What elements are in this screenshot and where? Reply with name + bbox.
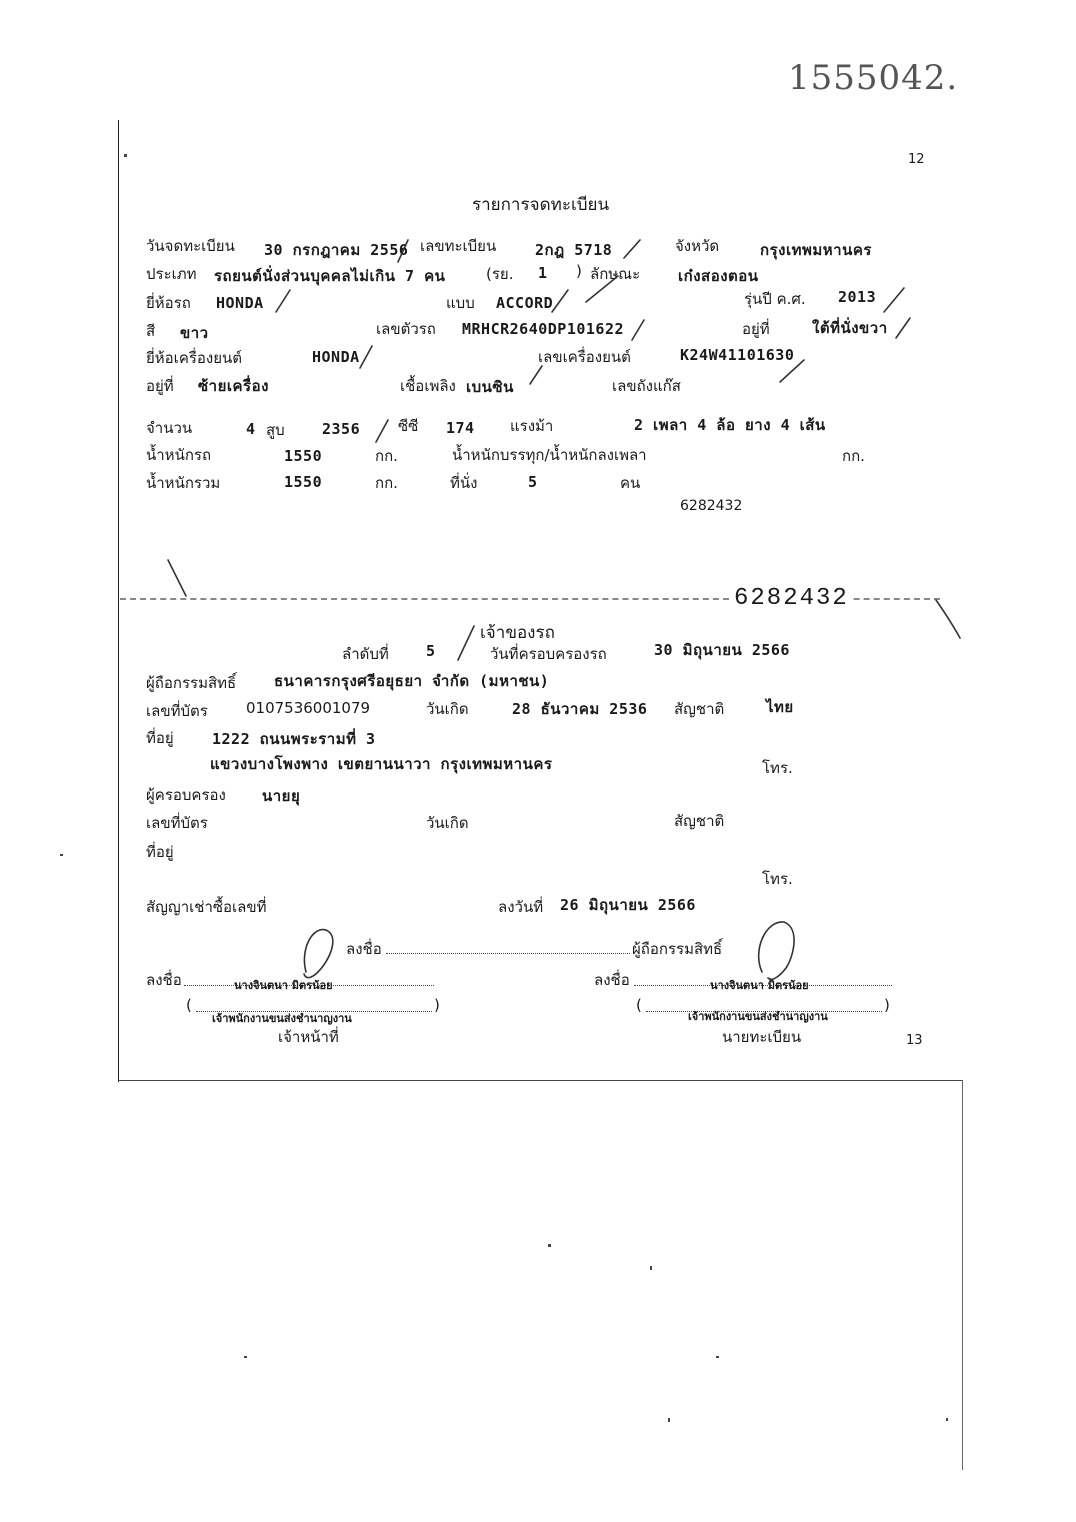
speck (668, 1418, 670, 1422)
speck (124, 154, 127, 157)
registrar-role: นายทะเบียน (722, 1028, 802, 1046)
kg-unit-2: กก. (842, 447, 865, 465)
total-weight-label: น้ำหนักรวม (146, 474, 221, 492)
holder-label: ผู้ถือกรรมสิทธิ์ (146, 674, 237, 692)
officer-signature (304, 930, 333, 978)
registrar-position: เจ้าพนักงานขนส่งชำนาญงาน (688, 1010, 828, 1023)
contract-date-value: 26 มิถุนายน 2566 (560, 896, 696, 914)
check-mark (896, 318, 910, 338)
page-number-top: 12 (908, 152, 925, 167)
phone-label-2: โทร. (762, 870, 793, 888)
check-mark (398, 240, 408, 262)
speck (548, 1244, 551, 1247)
check-mark (586, 276, 618, 302)
speck (716, 1356, 719, 1358)
plate-value: 2กฎ 5718 (535, 241, 613, 259)
fuel-label: เชื้อเพลิง (400, 377, 456, 395)
axle-value: 2 เพลา 4 ล้อ ยาง 4 เส้น (634, 416, 826, 434)
fuel-value: เบนซิน (466, 378, 514, 396)
serial-number-large: 6282432 (734, 585, 849, 612)
birth-date-label: วันเกิด (426, 700, 469, 718)
engine-number-label: เลขเครื่องยนต์ (538, 348, 631, 366)
seats-value: 5 (528, 473, 538, 491)
serial-number-small: 6282432 (680, 498, 743, 514)
registrar-sign-label: ลงชื่อ (594, 971, 630, 989)
weight-value: 1550 (284, 447, 323, 465)
check-mark (884, 288, 904, 312)
possession-date-label: วันที่ครอบครองรถ (490, 645, 607, 663)
check-mark (376, 420, 388, 442)
check-mark (936, 600, 960, 638)
speck (60, 854, 63, 856)
possessor-value: นายยุ (262, 787, 301, 805)
style-value: เก๋งสองตอน (678, 267, 759, 285)
engine-brand-label: ยี่ห้อเครื่องยนต์ (146, 349, 243, 367)
id-card-label: เลขที่บัตร (146, 702, 208, 720)
rys-close: ) (576, 262, 582, 280)
speck (650, 1266, 652, 1270)
check-mark (276, 290, 290, 312)
address-label: ที่อยู่ (146, 729, 174, 747)
order-value: 5 (426, 642, 436, 660)
registrar-paren-open: ( (636, 996, 642, 1014)
chassis-location-value: ใต้ที่นั่งขวา (812, 319, 888, 337)
registrar-name: นางจินตนา มิตรน้อย (710, 979, 809, 992)
check-mark (530, 366, 542, 384)
kg-unit-1: กก. (375, 447, 398, 465)
id-card-label-2: เลขที่บัตร (146, 814, 208, 832)
holder-sign-label: ลงชื่อ (346, 940, 382, 958)
cc-value: 2356 (322, 420, 361, 438)
check-mark (624, 240, 640, 258)
engine-number-value: K24W41101630 (680, 346, 795, 364)
count-label: จำนวน (146, 419, 193, 437)
rys-value: 1 (538, 264, 548, 282)
type-label: ประเภท (146, 265, 197, 283)
check-mark (780, 360, 804, 382)
color-label: สี (146, 322, 156, 340)
cc-label: ซีซี (398, 417, 419, 435)
check-mark (552, 290, 568, 312)
contract-number-label: สัญญาเช่าซื้อเลขที่ (146, 898, 267, 916)
hp-value: 174 (446, 419, 475, 437)
birth-date-label-2: วันเกิด (426, 814, 469, 832)
address-label-2: ที่อยู่ (146, 843, 174, 861)
brand-value: HONDA (216, 294, 264, 312)
gas-tank-label: เลขถังแก๊ส (612, 377, 681, 395)
model-label: แบบ (446, 294, 475, 312)
officer-sign-label: ลงชื่อ (146, 971, 182, 989)
style-label: ลักษณะ (590, 265, 641, 283)
speck (244, 1356, 247, 1358)
page-number-bottom: 13 (906, 1033, 923, 1048)
address-line-2: แขวงบางโพงพาง เขตยานนาวา กรุงเทพมหานคร (210, 755, 553, 773)
chassis-value: MRHCR2640DP101622 (462, 320, 625, 338)
owner-heading: เจ้าของรถ (480, 623, 555, 643)
nationality-label: สัญชาติ (674, 700, 725, 718)
officer-position: เจ้าพนักงานขนส่งชำนาญงาน (212, 1012, 352, 1025)
phone-label: โทร. (762, 759, 793, 777)
province-value: กรุงเทพมหานคร (760, 241, 872, 259)
document-title: รายการจดทะเบียน (472, 195, 610, 215)
year-value: 2013 (838, 288, 877, 306)
load-label: น้ำหนักบรรทุก/น้ำหนักลงเพลา (452, 446, 647, 464)
possession-date-value: 30 มิถุนายน 2566 (654, 641, 790, 659)
nationality-value: ไทย (766, 698, 794, 716)
count-value: 4 (246, 420, 256, 438)
reg-date-value: 30 กรกฎาคม 2556 (264, 241, 409, 259)
persons-label: คน (620, 474, 641, 492)
possessor-label: ผู้ครอบครอง (146, 786, 226, 804)
year-label: รุ่นปี ค.ศ. (744, 290, 806, 308)
registrar-signature (759, 922, 794, 979)
seats-label: ที่นั่ง (450, 474, 478, 492)
check-mark (632, 320, 644, 340)
hp-label: แรงม้า (510, 417, 554, 435)
model-value: ACCORD (496, 294, 554, 312)
handwritten-reference: 1555042. (788, 58, 959, 98)
total-weight-value: 1550 (284, 473, 323, 491)
chassis-label: เลขตัวรถ (376, 320, 436, 338)
engine-brand-value: HONDA (312, 348, 360, 366)
province-label: จังหวัด (675, 237, 720, 255)
check-mark (168, 560, 186, 596)
registrar-paren-close: ) (884, 996, 890, 1014)
officer-paren-open: ( (186, 996, 192, 1014)
engine-location-label: อยู่ที่ (146, 377, 174, 395)
check-mark (360, 346, 372, 368)
nationality-label-2: สัญชาติ (674, 812, 725, 830)
brand-label: ยี่ห้อรถ (146, 294, 191, 312)
birth-date-value: 28 ธันวาคม 2536 (512, 700, 648, 718)
officer-paren-close: ) (434, 996, 440, 1014)
chassis-location-label: อยู่ที่ (742, 320, 770, 338)
rys-label: (รย. (486, 265, 514, 283)
address-line-1: 1222 ถนนพระรามที่ 3 (212, 730, 376, 748)
engine-location-value: ซ้ายเครื่อง (198, 377, 269, 395)
holder-sign-title: ผู้ถือกรรมสิทธิ์ (632, 940, 723, 958)
weight-label: น้ำหนักรถ (146, 446, 212, 464)
officer-name: นางจินตนา มิตรน้อย (234, 979, 333, 992)
kg-unit-3: กก. (375, 474, 398, 492)
reg-date-label: วันจดทะเบียน (146, 237, 235, 255)
officer-role: เจ้าหน้าที่ (278, 1028, 339, 1046)
check-mark (458, 626, 474, 660)
color-value: ขาว (180, 324, 209, 342)
plate-label: เลขทะเบียน (420, 237, 497, 255)
order-label: ลำดับที่ (342, 645, 389, 663)
contract-date-label: ลงวันที่ (498, 898, 544, 916)
holder-value: ธนาคารกรุงศรีอยุธยา จำกัด (มหาชน) (274, 672, 550, 690)
id-card-value: 0107536001079 (246, 699, 371, 717)
cylinder-label: สูบ (266, 421, 285, 439)
type-value: รถยนต์นั่งส่วนบุคคลไม่เกิน 7 คน (214, 267, 446, 285)
speck (946, 1418, 948, 1421)
